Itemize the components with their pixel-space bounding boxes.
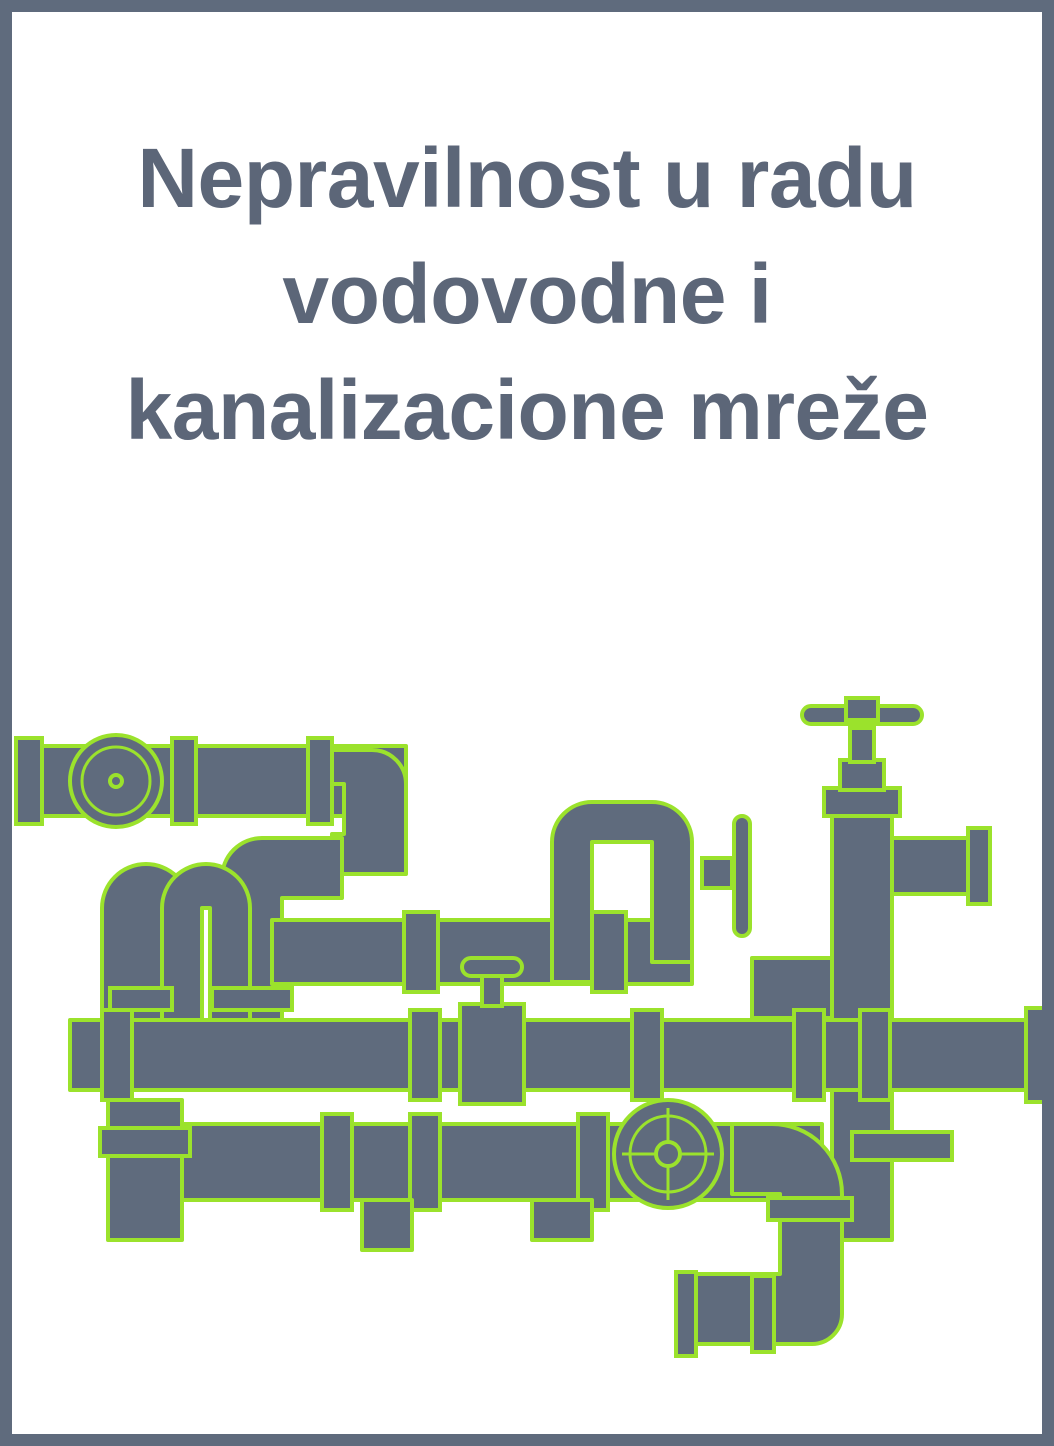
title-line-3: kanalizacione mreže: [125, 363, 929, 457]
pipe-main-horizontal: [70, 1020, 1040, 1090]
side-valve-handle-icon: [734, 816, 750, 936]
center-valve-body: [460, 1004, 524, 1104]
pipe-lower-horizontal: [182, 1124, 822, 1200]
center-valve-handle-icon: [462, 958, 522, 976]
title-line-1: Nepravilnost u radu: [137, 131, 917, 225]
page-title: [52, 120, 1002, 468]
pipes-illustration-icon: [12, 688, 1042, 1368]
title-line-2: vodovodne i: [282, 247, 772, 341]
